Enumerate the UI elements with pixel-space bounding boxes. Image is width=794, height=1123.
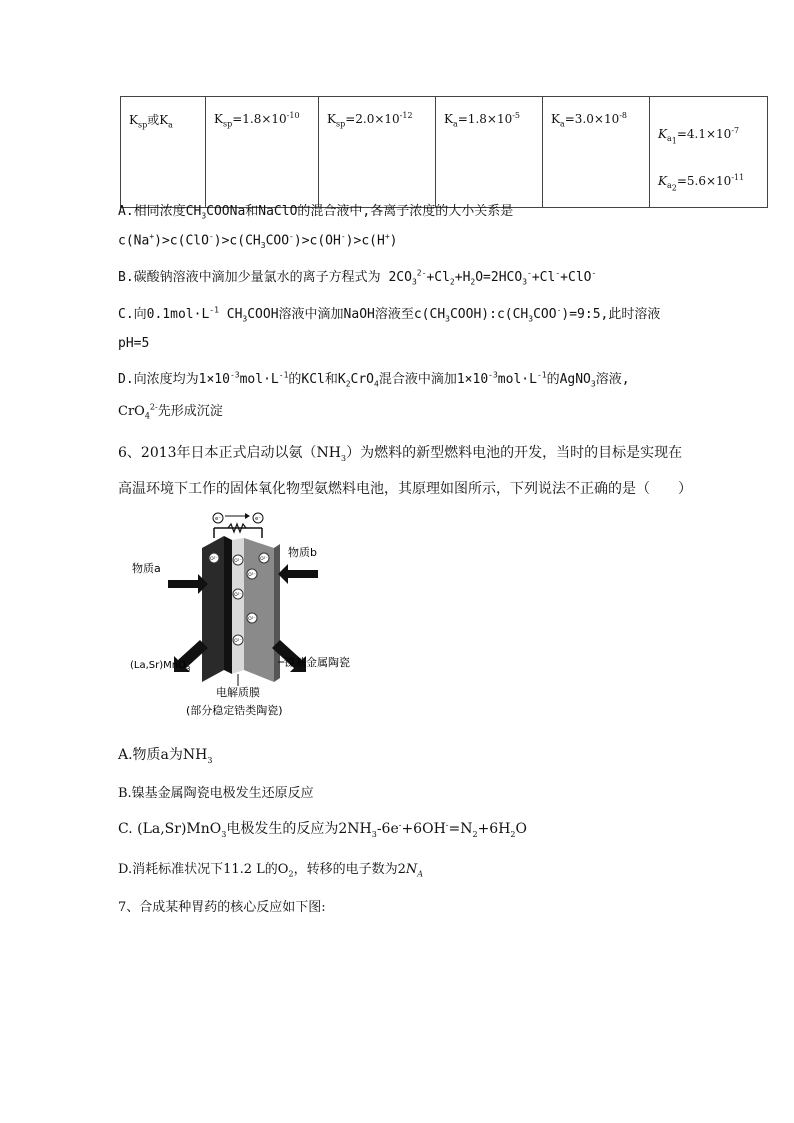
ion-label-7: O²⁻ bbox=[260, 557, 268, 562]
fuel-cell-diagram bbox=[128, 510, 378, 720]
table-cell-ka-1: $K_a=1.8\times 10^{-5}$ bbox=[436, 97, 543, 208]
label-right-electrode: 镍基金属陶瓷 bbox=[284, 656, 350, 669]
ion-label-3: O²⁻ bbox=[234, 593, 242, 598]
label-membrane: 电解质膜 bbox=[216, 686, 260, 699]
label-left-electrode: (La,Sr)MnO$_3$ bbox=[130, 660, 191, 673]
table-cell-ksp-2: $K_{sp}=2.0\times 10^{-12}$ bbox=[319, 97, 436, 208]
q6-option-d: D.消耗标准状况下11.2 L的$O_2$，转移的电子数为$2N_A$ bbox=[118, 862, 423, 879]
electron-label-right: e⁻ bbox=[255, 516, 261, 522]
q5-option-d-cont: CrO$_4^{2-}$先形成沉淀 bbox=[118, 402, 223, 421]
ka2-value: $K_{a_2}=5.6\times 10^{-11}$ bbox=[658, 172, 745, 193]
table-cell-ka-2: $K_a=3.0\times 10^{-8}$ bbox=[543, 97, 650, 208]
q7-stem: 7、合成某种胃药的核心反应如下图: bbox=[118, 900, 326, 915]
q6-stem-1: 6、2013年日本正式启动以氨$(NH_3)$为燃料的新型燃料电池的开发，当时的目标是实现在 bbox=[118, 445, 683, 463]
ion-label-6: O²⁻ bbox=[210, 557, 218, 562]
constants-table bbox=[120, 96, 768, 208]
ion-label-1: O²⁻ bbox=[234, 559, 242, 564]
q5-option-c: C.向$0.1mol\cdot L^{-1}$ $CH_3COOH$溶液中滴加NaOH溶液至$c(CH_3COOH):c(CH_3COO^-)=9:5$,此时溶液 bbox=[118, 305, 661, 324]
ion-label-4: O²⁻ bbox=[248, 617, 256, 622]
table-header-cell: $K_{sp}$或$K_a$ bbox=[121, 97, 206, 208]
label-substance-a: 物质a bbox=[132, 562, 161, 575]
q6-stem-2: 高温环境下工作的固体氧化物型氨燃料电池，其原理如图所示，下列说法不正确的是（ ） bbox=[118, 481, 692, 497]
q5-option-b: B.碳酸钠溶液中滴加少量氯水的离子方程式为 $2CO_3^{2-}+Cl_2+H_2O=2HCO_3^-+Cl^-+ClO^-$ bbox=[118, 268, 597, 287]
label-substance-b: 物质b bbox=[288, 546, 317, 559]
ion-label-2: O²⁻ bbox=[248, 573, 256, 578]
q5-option-a: A.相同浓度$CH_3COONa$和NaClO的混合液中,各离子浓度的大小关系是 bbox=[118, 204, 514, 221]
q5-option-a-cont: $c(Na^+)>c(ClO^-)>c(CH_3COO^-)>c(OH^-)>c(H^+)$ bbox=[118, 232, 398, 250]
table-cell-ka12 bbox=[650, 97, 768, 208]
q6-option-b: B.镍基金属陶瓷电极发生还原反应 bbox=[118, 786, 314, 801]
q5-option-d: D.向浓度均为$1\times 10^{-3}mol\cdot L^{-1}$的KCl和$K_2CrO_4$混合液中滴加$1\times 10^{-3}mol\cdot L^{-1}$的AgNO$_3$溶液, bbox=[118, 370, 630, 389]
table-cell-ksp-1: $K_{sp}=1.8\times 10^{-10}$ bbox=[206, 97, 319, 208]
ka1-value: $K_{a_1}=4.1\times 10^{-7}$ bbox=[658, 126, 740, 146]
electron-label-left: e⁻ bbox=[215, 516, 221, 522]
ion-label-5: O²⁻ bbox=[234, 639, 242, 644]
q6-option-a: A.物质a为$NH_3$ bbox=[118, 747, 213, 765]
q5-option-c-cont: pH=5 bbox=[118, 336, 150, 351]
label-membrane-note: (部分稳定锆类陶瓷) bbox=[186, 704, 283, 717]
arrow-in-right bbox=[278, 564, 318, 584]
q6-option-c: C. (La,Sr)MnO$_3$电极发生的反应为$2NH_3-6e^-+6OH^-=N_2+6H_2O$ bbox=[118, 820, 527, 839]
